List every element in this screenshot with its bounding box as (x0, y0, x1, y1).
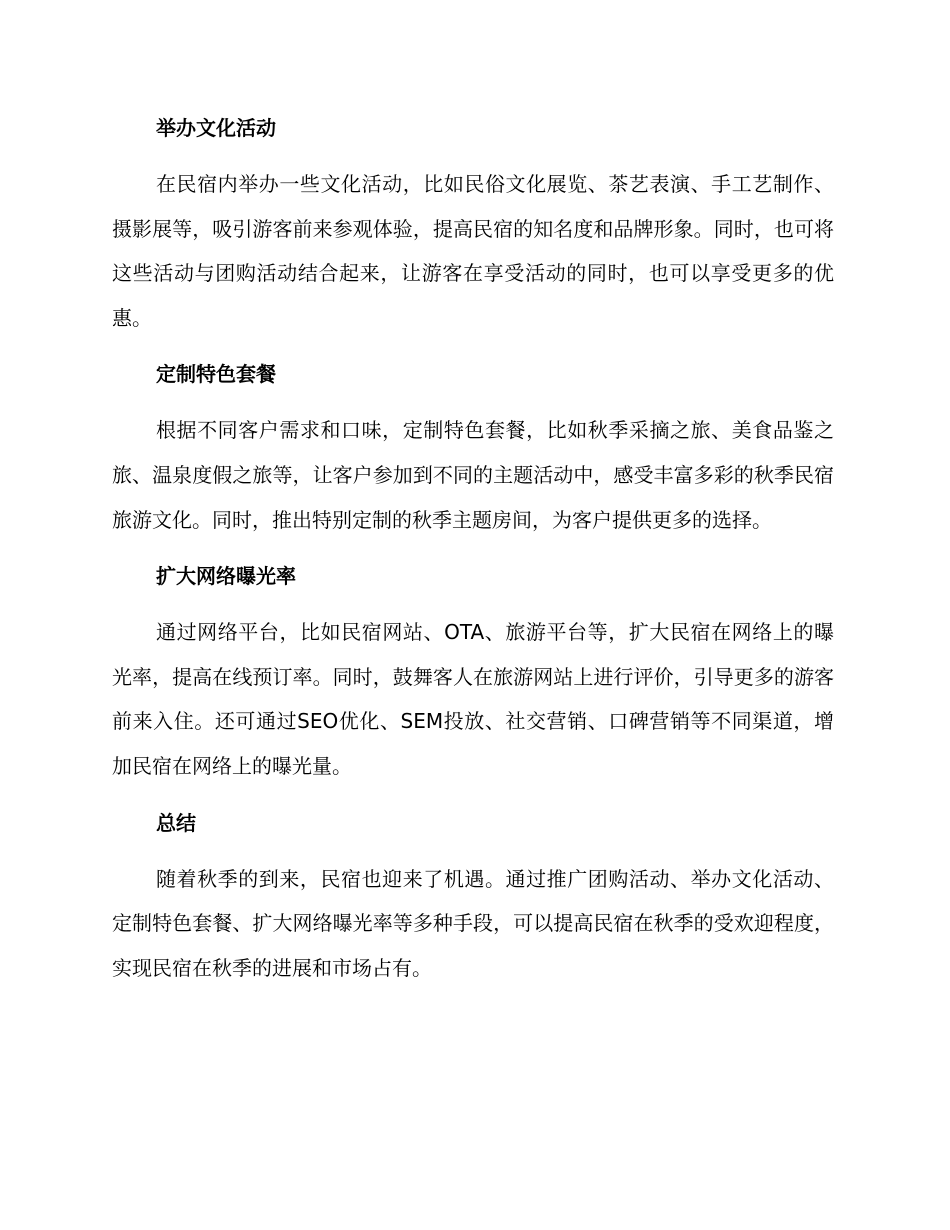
section-paragraph-cultural-activities: 在民宿内举办一些文化活动，比如民俗文化展览、茶艺表演、手工艺制作、摄影展等，吸引游客前来参观体验，提高民宿的知名度和品牌形象。同时，也可将这些活动与团购活动结合起来，让游客在享受活动的同时，也可以享受更多的优惠。 (112, 172, 834, 330)
section-heading-summary: 总结 (156, 810, 196, 835)
section-heading-online-exposure: 扩大网络曝光率 (156, 564, 296, 589)
section-heading-custom-packages: 定制特色套餐 (156, 362, 276, 387)
section-paragraph-online-exposure: 通过网络平台，比如民宿网站、OTA、旅游平台等，扩大民宿在网络上的曝光率，提高在线预订率。同时，鼓舞客人在旅游网站上进行评价，引导更多的游客前来入住。还可通过SEO优化、SEM投放、社交营销、口碑营销等不同渠道，增加民宿在网络上的曝光量。 (112, 620, 834, 778)
document-body (112, 106, 834, 1002)
section-heading-cultural-activities: 举办文化活动 (156, 116, 276, 140)
section-paragraph-custom-packages: 根据不同客户需求和口味，定制特色套餐，比如秋季采摘之旅、美食品鉴之旅、温泉度假之旅等，让客户参加到不同的主题活动中，感受丰富多彩的秋季民宿旅游文化。同时，推出特别定制的秋季主题房间，为客户提供更多的选择。 (112, 418, 834, 532)
section-paragraph-summary: 随着秋季的到来，民宿也迎来了机遇。通过推广团购活动、举办文化活动、定制特色套餐、扩大网络曝光率等多种手段，可以提高民宿在秋季的受欢迎程度，实现民宿在秋季的进展和市场占有。 (112, 866, 834, 980)
